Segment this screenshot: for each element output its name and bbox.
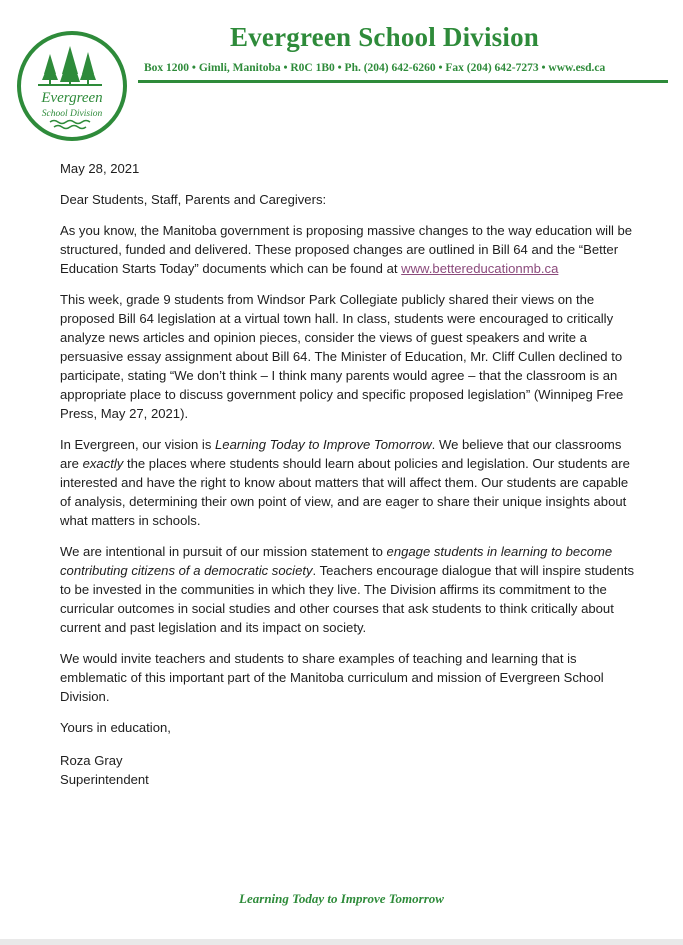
logo-text-line2: School Division [41, 109, 103, 119]
paragraph-3 [60, 435, 635, 530]
signer-title: Superintendent [60, 772, 149, 787]
footer-motto: Learning Today to Improve Tomorrow [239, 891, 444, 906]
paragraph-4-part-b: . Teachers encourage dialogue that will inspire students to be invested in the communities in which they live. The Division affirms its commitment to the curricular outcomes in social studies and other courses that ask students to think critically about current and past legislation and its impact on society. [60, 563, 635, 635]
paragraph-5: We would invite teachers and students to share examples of teaching and learning that is emblematic of this important part of the Manitoba curriculum and mission of Evergreen School Division. [60, 651, 604, 704]
paragraph-3-part-a: In Evergreen, our vision is [60, 437, 216, 452]
paragraph-4 [60, 542, 635, 637]
water-waves-icon [50, 121, 90, 129]
mission-statement: engage students in learning to become contributing citizens of a democratic society [60, 544, 613, 578]
vision-statement: Learning Today to Improve Tomorrow [215, 437, 432, 452]
emphasis-exactly: exactly [82, 456, 124, 471]
page-bottom-edge [0, 939, 683, 945]
paragraph-1 [60, 221, 635, 278]
contact-line: Box 1200 • Gimli, Manitoba • R0C 1B0 • Ph. (204) 642-6260 • Fax (204) 642-7273 • www.esd.ca [144, 62, 606, 74]
pine-trees-icon [38, 46, 102, 86]
salutation: Dear Students, Staff, Parents and Caregivers: [60, 192, 327, 207]
paragraph-2: This week, grade 9 students from Windsor Park Collegiate publicly shared their views on the proposed Bill 64 legislation at a virtual town hall. In class, students were encouraged to critically analyze news articles and opinion pieces, consider the views of guest speakers and write a persuasive essay assignment about Bill 64. The Minister of Education, Mr. Cliff Cullen declined to participate, stating “We don’t think – I think many parents would agree – that the classroom is an appropriate place to discuss government policy and specific proposed legislation” (Winnipeg Free Press, May 27, 2021). [60, 292, 624, 421]
paragraph-1-text: As you know, the Manitoba government is proposing massive changes to the way education will be structured, funded and delivered. These proposed changes are outlined in Bill 64 and the “Better Education Starts Today” documents which can be found at [60, 223, 633, 276]
letterhead [0, 0, 683, 150]
letter-body [60, 159, 635, 789]
header-divider [138, 80, 668, 83]
signer-name: Roza Gray [60, 753, 123, 768]
logo-text-line1: Evergreen [41, 90, 103, 106]
letter-date: May 28, 2021 [60, 161, 140, 176]
closing: Yours in education, [60, 720, 171, 735]
paragraph-3-part-b: . We believe that our classrooms are [60, 437, 622, 471]
paragraph-4-part-a: We are intentional in pursuit of our mission statement to [60, 544, 387, 559]
evergreen-logo [16, 30, 128, 142]
bettereducation-link[interactable]: www.bettereducationmb.ca [401, 261, 559, 276]
school-name: Evergreen School Division [230, 22, 540, 52]
paragraph-3-part-c: the places where students should learn about policies and legislation. Our students are interested and have the right to know about matters that will affect them. Our students are capable of analysis, determining their own point of view, and are eager to share their unique insights about what matters in schools. [60, 456, 630, 528]
